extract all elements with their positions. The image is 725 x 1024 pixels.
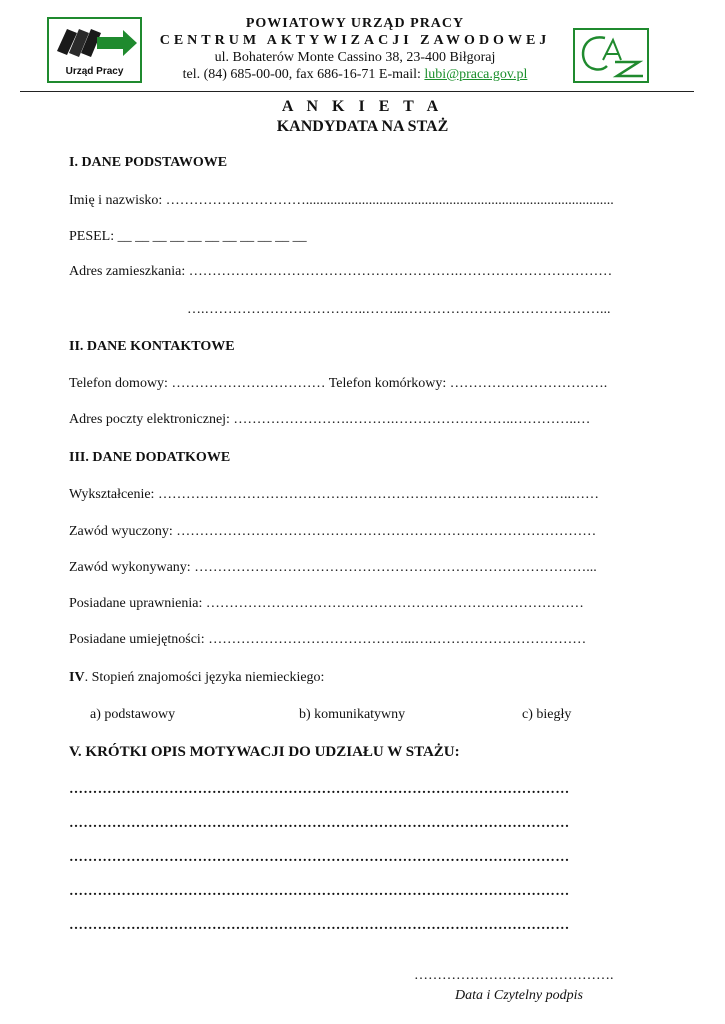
motivation-line[interactable]: …………………………………………………………………………………………… xyxy=(69,816,570,831)
email-link[interactable]: lubi@praca.gov.pl xyxy=(424,67,528,82)
org-name: POWIATOWY URZĄD PRACY xyxy=(245,16,465,31)
section-contact-heading: II. DANE KONTAKTOWE xyxy=(69,339,235,354)
motivation-line[interactable]: …………………………………………………………………………………………… xyxy=(69,850,570,865)
option-communicative[interactable]: b) komunikatywny xyxy=(299,707,406,722)
motivation-line[interactable]: …………………………………………………………………………………………… xyxy=(69,918,570,933)
document-title: A N K I E T A xyxy=(281,98,444,115)
cards-arrow-icon xyxy=(49,21,140,67)
org-address: ul. Bohaterów Monte Cassino 38, 23-400 Biłgoraj xyxy=(214,50,496,65)
motivation-line[interactable]: …………………………………………………………………………………………… xyxy=(69,782,570,797)
language-question xyxy=(69,670,324,686)
section-additional-heading: III. DANE DODATKOWE xyxy=(69,450,231,465)
section-basic-heading: I. DANE PODSTAWOWE xyxy=(69,155,228,170)
contact-text: tel. (84) 685-00-00, fax 686-16-71 E-mail: xyxy=(182,67,425,82)
qualifications-field[interactable]: Posiadane uprawnienia: ……………………………………………………………………… xyxy=(69,596,584,611)
signature-label: Data i Czytelny podpis xyxy=(455,988,583,1003)
header-divider xyxy=(20,91,694,92)
signature-field[interactable]: ……………………………………. xyxy=(414,968,614,983)
pesel-field[interactable]: PESEL: __ __ __ __ __ __ __ __ __ __ __ xyxy=(69,229,307,244)
caz-logo xyxy=(573,28,649,83)
section-language-number: IV xyxy=(69,670,85,685)
document-subtitle: KANDYDATA NA STAŻ xyxy=(276,118,449,135)
org-subname: CENTRUM AKTYWIZACJI ZAWODOWEJ xyxy=(159,33,551,48)
logo-left-text: Urząd Pracy xyxy=(65,66,124,77)
skills-field[interactable]: Posiadane umiejętności: ……………………………………...….…………………………… xyxy=(69,632,587,647)
email-field[interactable]: Adres poczty elektronicznej: …………………….……….……………………..…………..… xyxy=(69,412,591,427)
section-language-text: . Stopień znajomości języka niemieckiego: xyxy=(84,670,325,685)
name-field[interactable]: Imię i nazwisko: …………………………........................................................................................ xyxy=(69,193,614,208)
org-contact xyxy=(150,67,560,83)
education-field[interactable]: Wykształcenie: ……………………………………………………………………………..…… xyxy=(69,487,599,502)
address-field[interactable]: Adres zamieszkania: ………………………………………………….…………………………… xyxy=(69,264,613,279)
option-fluent[interactable]: c) biegły xyxy=(522,707,572,722)
section-motivation-heading: V. KRÓTKI OPIS MOTYWACJI DO UDZIAŁU W STAŻU: xyxy=(69,744,460,760)
profession-learned-field[interactable]: Zawód wyuczony: ……………………………………………………………………………… xyxy=(69,524,597,539)
caz-monogram-icon xyxy=(575,30,647,81)
urzad-pracy-logo xyxy=(47,17,142,83)
profession-practiced-field[interactable]: Zawód wykonywany: …………………………………………………………………………... xyxy=(69,560,597,575)
address-field-continuation[interactable]: ….……………………………..……...……………………………………... xyxy=(187,302,611,317)
option-basic[interactable]: a) podstawowy xyxy=(90,707,176,722)
motivation-line[interactable]: …………………………………………………………………………………………… xyxy=(69,884,570,899)
phone-field[interactable]: Telefon domowy: …………………………… Telefon komórkowy: ……………………………. xyxy=(69,376,608,391)
